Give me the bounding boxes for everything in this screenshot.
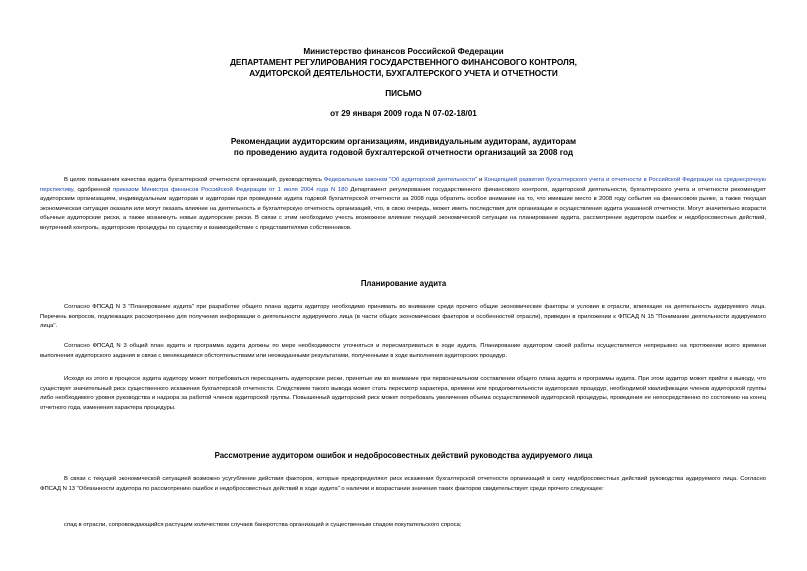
department-name-line-1: ДЕПАРТАМЕНТ РЕГУЛИРОВАНИЯ ГОСУДАРСТВЕННОГО ФИНАНСОВОГО КОНТРОЛЯ, <box>230 58 577 67</box>
intro-text-3: , одобренной <box>73 186 114 193</box>
errors-paragraph-1: В связи с текущей экономической ситуацией возможно усугубление действия факторов, которые предопределяют риск искажения бухгалтерской отчетности организаций в силу недобросовестных действий руководства аудируемого лица. Согласно ФПСАД N 13 "Обязанности аудитора по рассмотрению ошибок и недобросовестных действий в ходе аудита" о наличии и возрастании значения таких факторов свидетельствует среди прочего следующее: <box>40 476 766 492</box>
intro-paragraph <box>40 176 766 234</box>
planning-paragraph-1: Согласно ФПСАД N 3 "Планирование аудита" при разработке общего плана аудита аудитору необходимо принимать во внимание среди прочего общие экономические факторы и условия в отрасли, влияющие на деятельность аудируемого лица. Перечень вопросов, подлежащих рассмотрению для получения информации о деятельности аудируемого лица (в части общих экономических факторов и особенностей отрасли), приведен в приложении к ФПСАД N 15 "Понимание деятельности аудируемого лица". <box>40 304 766 330</box>
concept-link[interactable]: Концепцией развития бухгалтерского учета и отчетности в Российской Федерации на среднесрочную перспективу <box>40 177 766 193</box>
intro-text-2: и <box>476 177 485 183</box>
errors-paragraph-2: спад в отрасли, сопровождающийся растущим количеством случаев банкротства организаций и существенным спадом покупательского спроса; <box>64 522 462 528</box>
section-heading-errors: Рассмотрение аудитором ошибок и недобросовестных действий руководства аудируемого лица <box>214 451 593 460</box>
doc-type: ПИСЬМО <box>385 89 422 98</box>
department-name-line-2: АУДИТОРСКОЙ ДЕЯТЕЛЬНОСТИ, БУХГАЛТЕРСКОГО УЧЕТА И ОТЧЕТНОСТИ <box>249 69 558 78</box>
order-link[interactable]: приказом Министра финансов Российской Федерации от 1 июля 2004 года N 180 <box>113 186 348 193</box>
doc-date: от 29 января 2009 года N 07-02-18/01 <box>330 109 477 118</box>
intro-text-4: Департамент регулирования государственного финансового контроля, аудиторской деятельности, бухгалтерского учета и отчетности рекомендует аудиторским организациям, индивидуальным аудиторам и аудиторам при проведении аудита годовой бухгалтерской отчетности за 2008 года обратить особое внимание на то, что имевшие место в 2008 году события на финансовом рынке, а также текущая экономическая ситуация оказали или могут оказать влияние на деятельность и бухгалтерскую отчетность организаций, что, в свою очередь, может иметь последствия для организации и осуществления аудита указанной отчетности. Могут значительно возрасти обычные аудиторские риски, а также возникнуть новые аудиторские риски. В связи с этим необходимо учесть возможное влияние текущей экономической ситуации на планирование аудита, рассмотрение аудитором ошибок и недобросовестных действий, внутренний контроль, аудиторские процедуры по существу и взаимодействие с представителями собственников. <box>40 186 766 231</box>
document-header <box>0 46 807 79</box>
doc-title-line-1: Рекомендации аудиторским организациям, индивидуальным аудиторам, аудиторам <box>230 137 577 146</box>
federal-law-link[interactable]: Федеральным законом "Об аудиторской деятельности" <box>323 177 477 183</box>
section-heading-planning: Планирование аудита <box>360 279 447 288</box>
doc-title-line-2: по проведению аудита годовой бухгалтерской отчетности организаций за 2008 год <box>233 148 574 157</box>
ministry-name: Министерство финансов Российской Федерации <box>303 47 504 56</box>
intro-text-1: В целях повышения качества аудита бухгалтерской отчетности организаций, руководствуясь <box>64 177 324 183</box>
doc-title <box>0 136 807 158</box>
planning-paragraph-3: Исходя из этого в процессе аудита аудитору может потребоваться пересоценить аудиторские риски, принятые им во внимание при первоначальном составлении общего плана аудита и программы аудита. При этом аудитор может прийти к выводу, что существует значительный риск существенного искажения бухгалтерской отчетности. Следствием такого вывода может стать пересмотр характера, времени или продолжительности аудиторских процедур, необходимой квалификации членов аудиторской группы либо необходимого уровня руководства и надзора за работой членов аудиторской группы. Повышенный аудиторский риск может потребовать увеличения объема осуществляемой аудиторской процедуры, проведения ее непосредственно по состоянию на конец отчетного года, изменения характера процедуры. <box>40 376 766 411</box>
planning-paragraph-2: Согласно ФПСАД N 3 общий план аудита и программа аудита должны по мере необходимости уточняться и пересматриваться в ходе аудита. Планирование аудитором своей работы осуществляется непрерывно на протяжении всего времени выполнения аудиторского задания в связи с меняющимися обстоятельствами или неожиданными результатами, полученными в ходе выполнения аудиторских процедур. <box>40 343 766 359</box>
